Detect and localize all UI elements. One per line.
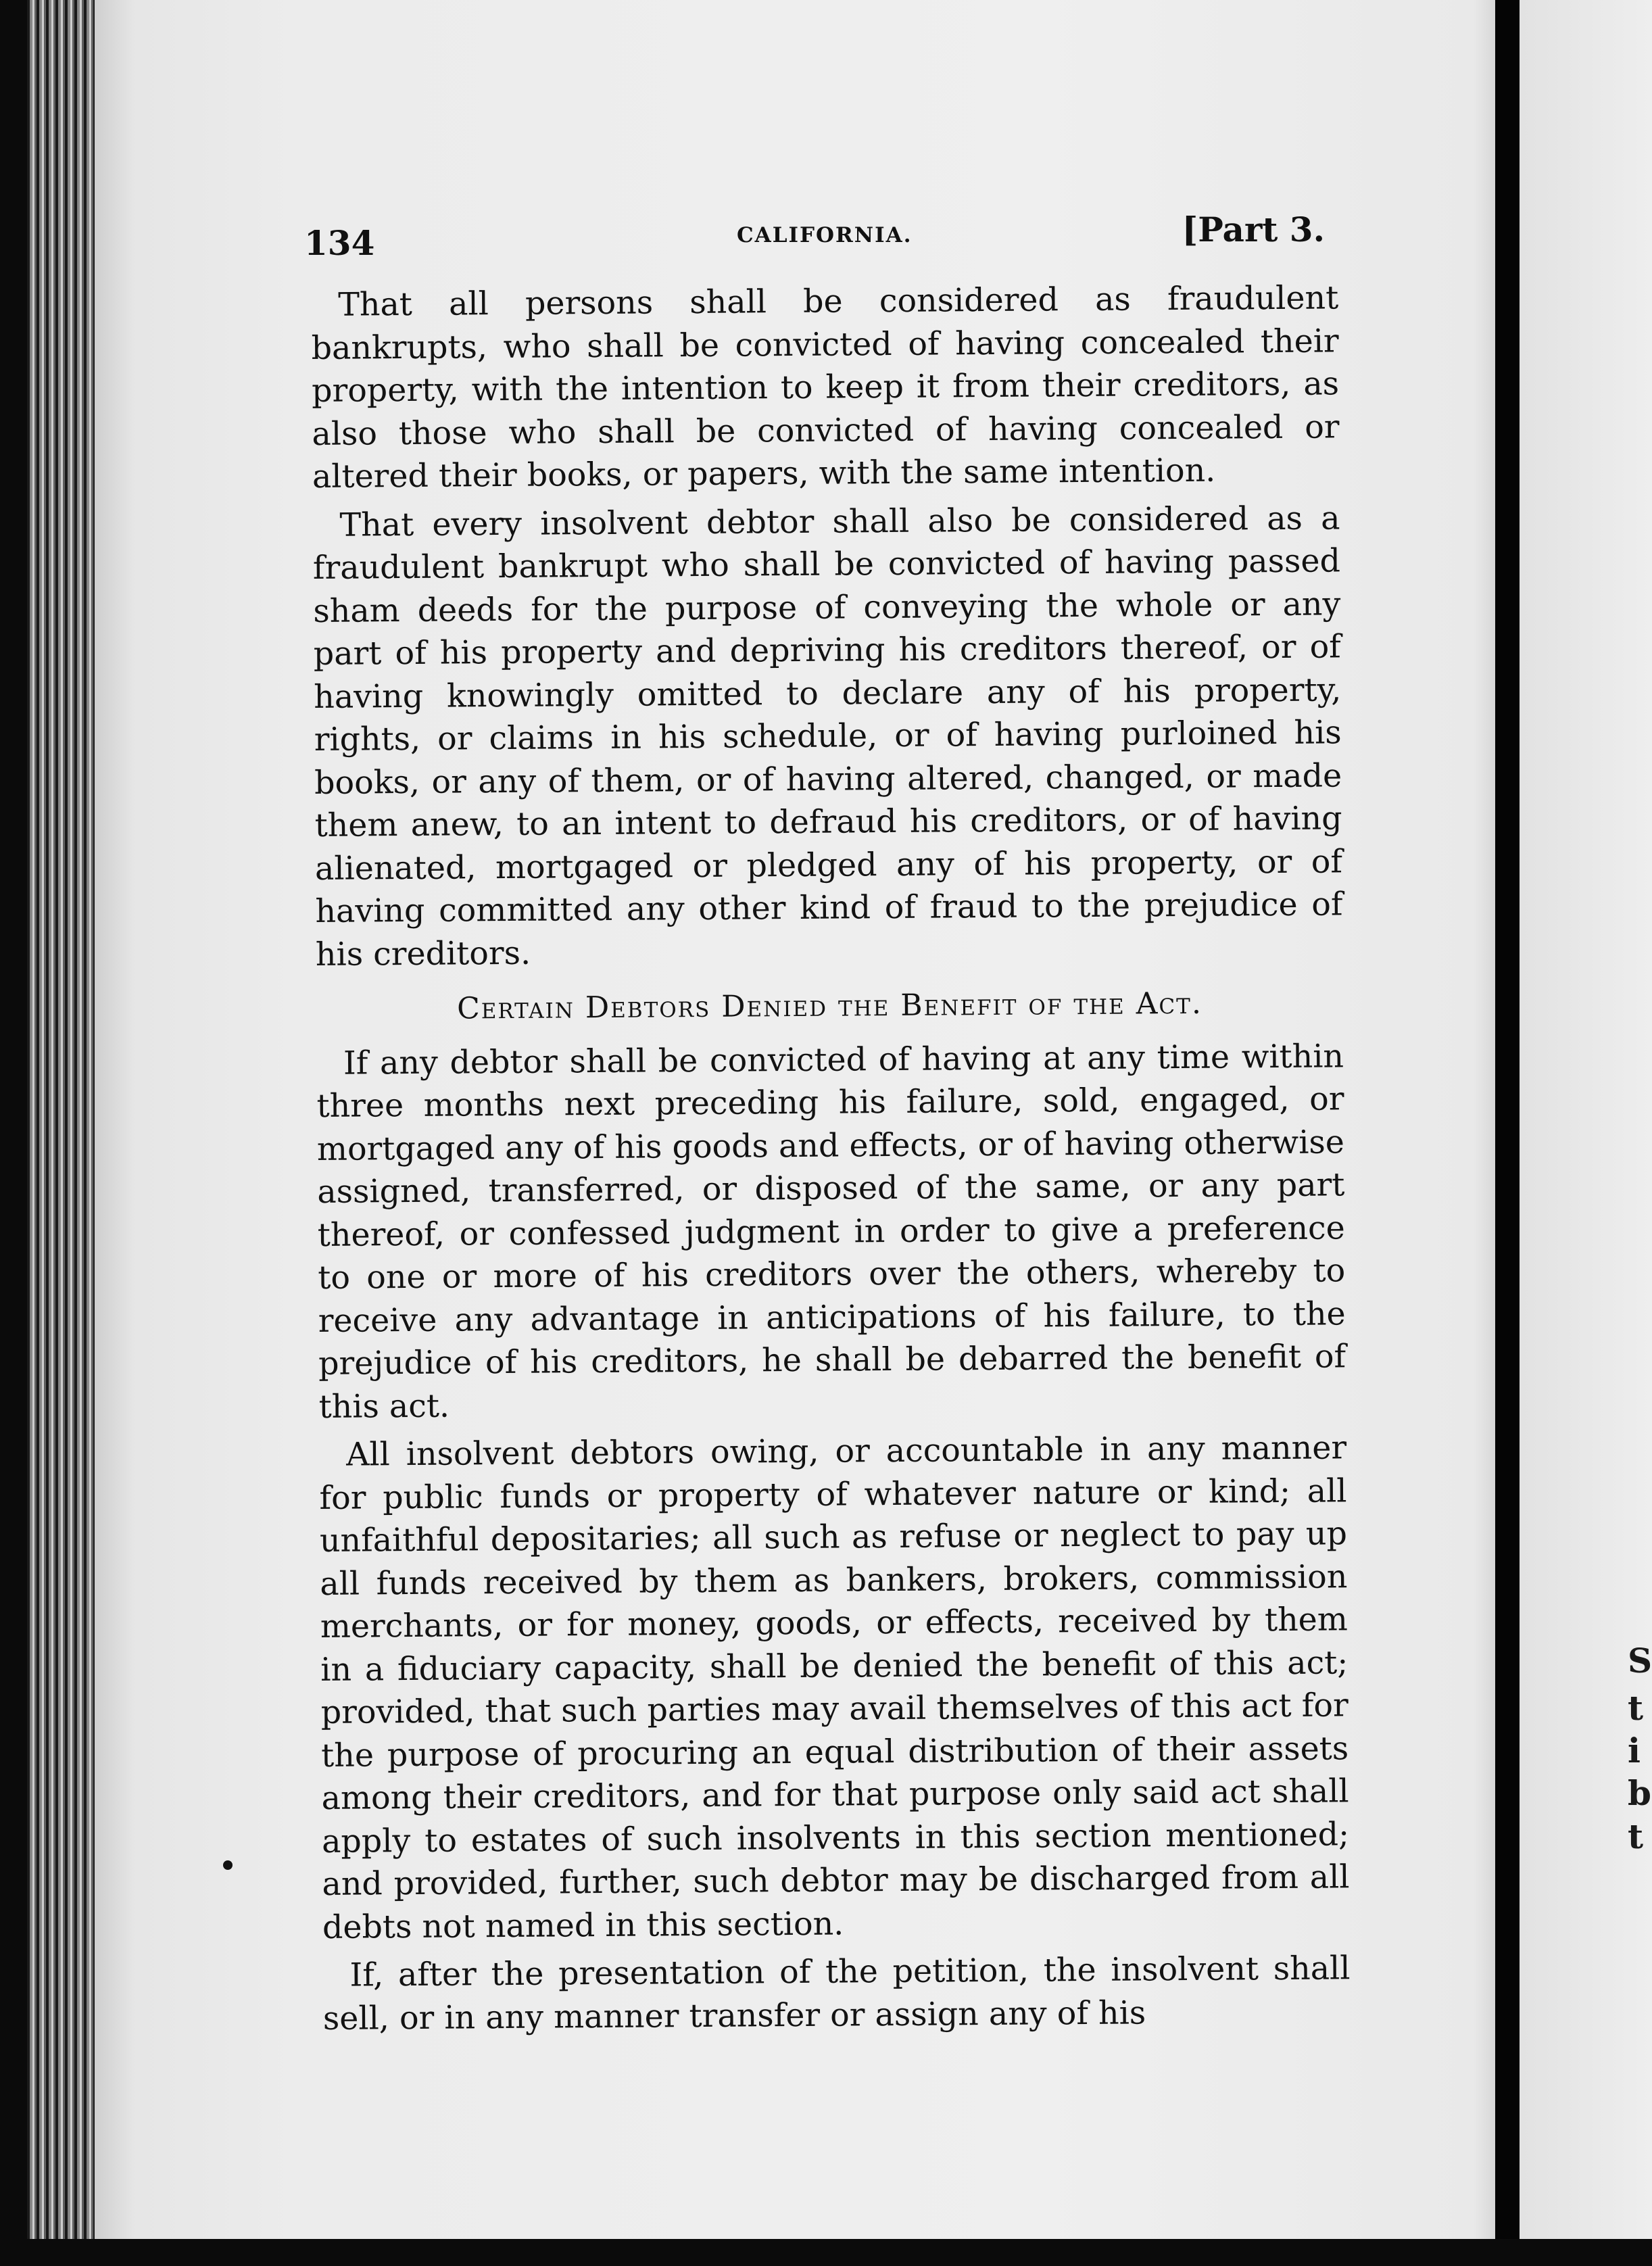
ink-smudge [223,1860,233,1870]
facing-page-fragment: t [1628,1816,1644,1856]
paragraph-debtor-convicted: If any debtor shall be convicted of having at any time within three months next preceding his failure, sold, engaged, or mortgaged any of his goods and effects, or of having otherwise assigned, transferred, or disposed of the same, or any part thereof, or confessed judgment in order to give a preference to one or more of his creditors over the others, whereby to receive any advantage in anticipations of his failure, to the prejudice of his creditors, he shall be debarred the benefit of this act. [316,1037,1346,1426]
paragraph-public-funds: All insolvent debtors owing, or accountable in any manner for public funds or property of whatever nature or kind; all unfaithful depositaries; all such as refuse or neglect to pay up all funds received by them as bankers, brokers, commission merchants, or for money, goods, or effects, received by them in a fiduciary capacity, shall be denied the benefit of this act; provided, that such parties may avail themselves of this act for the purpose of procuring an equal distribution of their assets among their creditors, and for that purpose only said act shall apply to estates of such insolvents in this section mentioned; and provided, further, such debtor may be discharged from all debts not named in this section. [319,1429,1350,1946]
page-number: 134 [304,223,375,263]
body-text [311,276,1351,2040]
section-heading: Certain Debtors Denied the Benefit of the Act. [456,986,1203,1026]
facing-page-fragment: t [1628,1688,1644,1728]
binding-gutter [1495,0,1520,2266]
paragraph-fraudulent-bankrupts: That all persons shall be considered as fraudulent bankrupts, who shall be convicted of having concealed their property, with the intention to keep it from their creditors, as also those who shall be convicted of having concealed or altered their books, or papers, with the same intention. [311,279,1340,496]
running-title: CALIFORNIA. [737,223,913,247]
scan-border [0,2239,1652,2266]
paragraph-insolvent-debtor: That every insolvent debtor shall also be considered as a fraudulent bankrupt who shall be convicted of having passed sham deeds for the purpose of conveying the whole or any part of his property and depriving his creditors thereof, or of having knowingly omitted to declare any of his property, rights, or claims in his schedule, or of having purloined his books, or any of them, or of having altered, changed, or made them anew, to an intent to defraud his creditors, or of having alienated, mortgaged or pledged any of his property, or of having committed any other kind of fraud to the prejudice of his creditors. [312,499,1343,973]
facing-page-fragment: i [1628,1731,1641,1770]
part-label: [Part 3. [1182,210,1325,249]
paragraph-after-petition: If, after the presentation of the petition, the insolvent shall sell, or in any manner transfer or assign any of his [322,1950,1351,2038]
facing-page [1520,0,1652,2266]
facing-page-fragment: S [1628,1641,1652,1681]
running-header [304,203,1325,263]
page-edges [27,0,101,2266]
facing-page-fragment: b [1628,1773,1651,1813]
